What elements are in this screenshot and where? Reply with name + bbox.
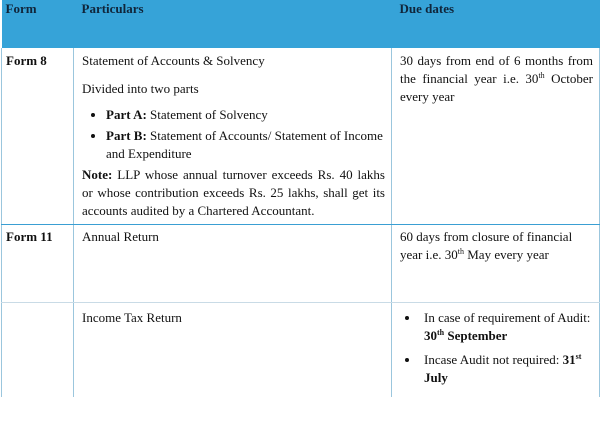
bullet-text: Incase Audit not required: bbox=[424, 352, 563, 367]
table-row-form-8 bbox=[2, 48, 600, 225]
header-particulars: Particulars bbox=[74, 0, 392, 48]
header-row bbox=[2, 0, 600, 48]
parts-list bbox=[82, 106, 385, 163]
list-item-audit-required bbox=[420, 309, 593, 345]
bullet-month: July bbox=[424, 370, 448, 385]
part-a-text: Statement of Solvency bbox=[146, 107, 268, 122]
particulars-cell: Income Tax Return bbox=[74, 303, 392, 398]
particulars-cell: Annual Return bbox=[74, 225, 392, 303]
bullet-ordinal: st bbox=[575, 352, 582, 361]
due-text-b: May every year bbox=[464, 247, 549, 262]
due-date-text bbox=[400, 228, 593, 298]
audit-note bbox=[82, 166, 385, 220]
note-label: Note: bbox=[82, 167, 113, 182]
part-b-label: Part B: bbox=[106, 128, 147, 143]
list-item-audit-not-required bbox=[420, 351, 593, 387]
table-row-form-11 bbox=[2, 225, 600, 303]
form-cell: Form 8 bbox=[2, 48, 74, 225]
due-ordinal: th bbox=[457, 247, 464, 256]
due-date-cell bbox=[392, 303, 600, 398]
parts-intro: Divided into two parts bbox=[82, 81, 199, 96]
itr-due-list bbox=[400, 309, 593, 387]
due-date-cell bbox=[392, 48, 600, 225]
list-item-part-a bbox=[106, 106, 385, 124]
due-date-cell bbox=[392, 225, 600, 303]
form-cell bbox=[2, 303, 74, 398]
bullet-text: In case of requirement of Audit: bbox=[424, 310, 591, 325]
bullet-date: 31 bbox=[562, 352, 576, 367]
due-text-a: 60 days from closure of financial year i.e. 30 bbox=[400, 229, 573, 262]
bullet-month: September bbox=[444, 328, 508, 343]
note-text: LLP whose annual turnover exceeds Rs. 40 lakhs or whose contribution exceeds Rs. 25 lakhs, shall get its accounts audited by a Chartered Accountant. bbox=[82, 167, 385, 218]
due-dates-table bbox=[1, 0, 600, 397]
list-item-part-b bbox=[106, 127, 385, 163]
particulars-cell bbox=[74, 48, 392, 225]
due-ordinal: th bbox=[538, 71, 545, 80]
due-text-b: October every year bbox=[400, 71, 593, 104]
statement-title: Statement of Accounts & Solvency bbox=[82, 53, 265, 68]
bullet-date: 30 bbox=[424, 328, 437, 343]
form-cell: Form 11 bbox=[2, 225, 74, 303]
due-date-text bbox=[400, 52, 593, 106]
header-due-dates: Due dates bbox=[392, 0, 600, 48]
header-form: Form bbox=[2, 0, 74, 48]
part-b-text: Statement of Accounts/ Statement of Income and Expenditure bbox=[106, 128, 383, 161]
bullet-ordinal: th bbox=[437, 328, 445, 337]
table-row-income-tax bbox=[2, 303, 600, 398]
due-text-a: 30 days from end of 6 months from the financial year i.e. 30 bbox=[400, 53, 593, 86]
part-a-label: Part A: bbox=[106, 107, 147, 122]
